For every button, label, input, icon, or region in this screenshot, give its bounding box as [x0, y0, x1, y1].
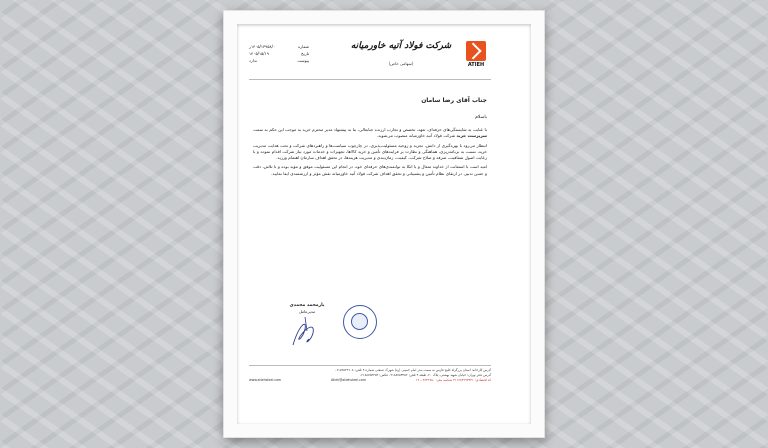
company-type: (سهامی خاص): [388, 61, 414, 66]
signer-title: مدیرعامل: [298, 309, 316, 314]
letter-footer: [249, 365, 491, 383]
letter-greeting: با‌سلام: [475, 115, 487, 120]
company-logo: [463, 41, 489, 71]
meta-attachment-label: پیوست: [297, 58, 309, 63]
company-name: شرکت فولاد آتیه خاورمیانه: [350, 41, 452, 51]
letter-meta: [249, 43, 309, 64]
company-brand: [341, 41, 461, 66]
paragraph-1-end: شرکت فولاد آتیه خاورمیانه منصوب می‌شوید.: [376, 133, 457, 139]
letter-recipient: جناب آقای رضا سامان: [421, 97, 487, 104]
letter-page: [243, 35, 497, 387]
picture-frame: [223, 10, 545, 438]
handwritten-signature-icon: [285, 315, 325, 349]
logo-mark-icon: [466, 41, 486, 61]
paragraph-3: امید است با استعانت از خداوند متعال و با اتکا به توانمندی‌های حرفه‌ای خود، در انجام این مسئولیت موفق و مؤید بوده و با تلاش، دقت و حسن تدبیر، در ارتقای نظام تأمین و پشتیبانی و تحقق اهداف شرکت فولاد آتیه خاورمیانه نقش مؤثر و ارزشمندی ایفا نمایید.: [253, 164, 487, 176]
paragraph-1: [253, 127, 487, 140]
paragraph-2: انتظار می‌رود با بهره‌گیری از دانش، تجربه و روحیه مسئولیت‌پذیری، در چارچوب سیاست‌ها و راهبردهای شرکت و تحت هدایت مدیریت خرید، نسبت به برنامه‌ریزی، هماهنگی و نظارت بر فرایندهای تأمین و خرید کالاها، تجهیزات و خدمات مورد نیاز شرکت اقدام نموده و با رعایت اصول شفافیت، صرفه و صلاح شرکت، کیفیت، زمان‌بندی و مدیریت هزینه‌ها، در تحقق اهداف سازمان اهتمام ورزید.: [253, 142, 487, 161]
meta-date-value: ۱۴۰۵/۱۵/۱۹: [249, 51, 269, 56]
meta-attachment-value: ندارد: [249, 58, 258, 63]
footer-contact-row: [249, 378, 491, 383]
signer-name: یارمحمد محمدی: [289, 303, 325, 308]
meta-date-label: تاریخ: [301, 51, 309, 56]
footer-address-office: آدرس دفتر تهران: خیابان شهید بهشتی، پلاک ۲۰، طبقه ۴ تلفن: ۰۲۱۸۸۷۵۳۴۵۲ فکس: ۰۲۱۸۸۷۵۳۴۵۳: [359, 373, 491, 377]
footer-address-factory: آدرس کارخانه: استان بزرگراه خلیج فارس به سمت بندر امام خمینی (ره) شهرک صنعتی شماره ۴ تلفن: ۰۶۱۵۲۵۴۳۱۰۸: [249, 365, 491, 373]
position-title: سرپرست خرید: [456, 133, 487, 139]
header-divider: [249, 79, 491, 80]
footer-website: www.atiehsteel.com: [249, 378, 282, 382]
company-stamp: [343, 305, 377, 339]
meta-number-value: ۱۴۰۵/۱۳۹۵۸/۰ر: [249, 44, 276, 49]
letter-body: [253, 127, 487, 180]
paragraph-1-start: با عنایت به شایستگی‌های حرفه‌ای، تعهد، تخصص و تجارب ارزنده جنابعالی، بنا به پیشنهاد مدیر محترم خرید به موجب این حکم به سمت: [253, 127, 487, 132]
footer-email: Atieh@atiehsteel.com: [330, 378, 366, 382]
logo-text: ATIEH: [467, 62, 485, 68]
meta-number-label: شماره: [298, 44, 309, 49]
signature-block: [281, 303, 333, 351]
meta-attachment: [249, 57, 309, 64]
meta-date: [249, 50, 309, 57]
meta-number: [249, 43, 309, 50]
footer-registration: کد اقتصادی: ۴۱۱۶۸۴۹۹۳۴۴۱ شناسه ملی: ۱۴۰۰۳۶۳۲۶۵۰: [415, 378, 491, 382]
stamp-center: [351, 313, 368, 330]
